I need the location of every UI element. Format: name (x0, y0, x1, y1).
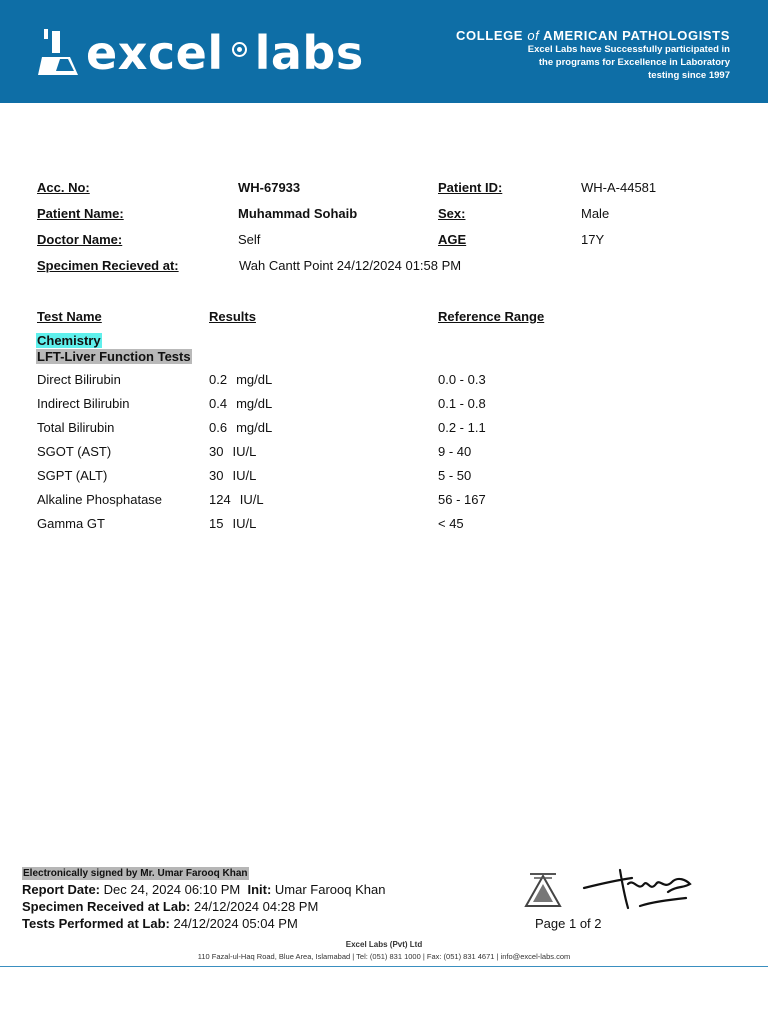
patient-id-value: WH-A-44581 (581, 180, 657, 195)
age-label: AGE (438, 232, 467, 247)
signature-mark (580, 862, 695, 916)
logo-text-labs: labs (254, 26, 364, 80)
cap-accreditation (456, 28, 730, 82)
test-name: SGOT (AST) (37, 444, 112, 459)
age-value: 17Y (581, 232, 605, 247)
footer-address: 110 Fazal-ul-Haq Road, Blue Area, Islamabad | Tel: (051) 831 1000 | Fax: (051) 831 4671 | info@excel-labs.com (197, 952, 571, 961)
test-name: Indirect Bilirubin (37, 396, 130, 411)
test-result: 30 IU/L (209, 444, 257, 459)
test-result: 30 IU/L (209, 468, 257, 483)
patient-name-value: Muhammad Sohaib (238, 206, 358, 221)
specimen-received-label: Specimen Recieved at: (37, 258, 179, 273)
panel-lft: LFT-Liver Function Tests (37, 349, 191, 364)
test-name: Total Bilirubin (37, 420, 115, 435)
footer-divider (0, 966, 768, 967)
acc-no-value: WH-67933 (238, 180, 301, 195)
doctor-name-value: Self (238, 232, 261, 247)
tests-performed-line: Tests Performed at Lab: 24/12/2024 05:04 PM (22, 916, 298, 931)
electronic-signature-note: Electronically signed by Mr. Umar Farooq Khan (23, 868, 248, 879)
test-name: SGPT (ALT) (37, 468, 108, 483)
test-result: 0.2 mg/dL (209, 372, 273, 387)
cap-title: COLLEGE of AMERICAN PATHOLOGISTS (456, 28, 730, 43)
acc-no-label: Acc. No: (37, 180, 90, 195)
col-reference-range: Reference Range (438, 309, 545, 324)
lab-stamp-icon (520, 870, 566, 910)
col-results: Results (209, 309, 256, 324)
test-name: Gamma GT (37, 516, 105, 531)
specimen-received-lab-line: Specimen Received at Lab: 24/12/2024 04:28 PM (22, 899, 319, 914)
test-range: 9 - 40 (438, 444, 472, 459)
report-date-line: Report Date: Dec 24, 2024 06:10 PM Init: Umar Farooq Khan (22, 882, 386, 897)
footer-company: Excel Labs (Pvt) Ltd (345, 940, 423, 949)
test-result: 0.4 mg/dL (209, 396, 273, 411)
col-test-name: Test Name (37, 309, 102, 324)
sex-label: Sex: (438, 206, 466, 221)
patient-id-label: Patient ID: (438, 180, 503, 195)
test-range: 5 - 50 (438, 468, 472, 483)
test-result: 124 IU/L (209, 492, 264, 507)
patient-name-label: Patient Name: (37, 206, 124, 221)
logo-text-excel: excel (86, 26, 224, 80)
flask-icon (38, 29, 80, 77)
page-number: Page 1 of 2 (535, 916, 602, 931)
cap-line-3: testing since 1997 (648, 70, 730, 81)
sex-value: Male (581, 206, 610, 221)
test-result: 15 IU/L (209, 516, 257, 531)
excel-labs-logo (38, 26, 364, 80)
logo-dot-icon (232, 42, 247, 57)
cap-line-1: Excel Labs have Successfully participated in (527, 44, 730, 55)
test-range: 0.1 - 0.8 (438, 396, 486, 411)
section-chemistry: Chemistry (37, 333, 101, 348)
doctor-name-label: Doctor Name: (37, 232, 123, 247)
header-banner (0, 0, 768, 103)
cap-line-2: the programs for Excellence in Laboratory (538, 57, 730, 68)
test-result: 0.6 mg/dL (209, 420, 273, 435)
test-name: Direct Bilirubin (37, 372, 121, 387)
test-range: < 45 (438, 516, 464, 531)
test-range: 56 - 167 (438, 492, 486, 507)
test-name: Alkaline Phosphatase (37, 492, 163, 507)
specimen-received-value: Wah Cantt Point 24/12/2024 01:58 PM (239, 258, 462, 273)
test-range: 0.2 - 1.1 (438, 420, 486, 435)
test-range: 0.0 - 0.3 (438, 372, 486, 387)
